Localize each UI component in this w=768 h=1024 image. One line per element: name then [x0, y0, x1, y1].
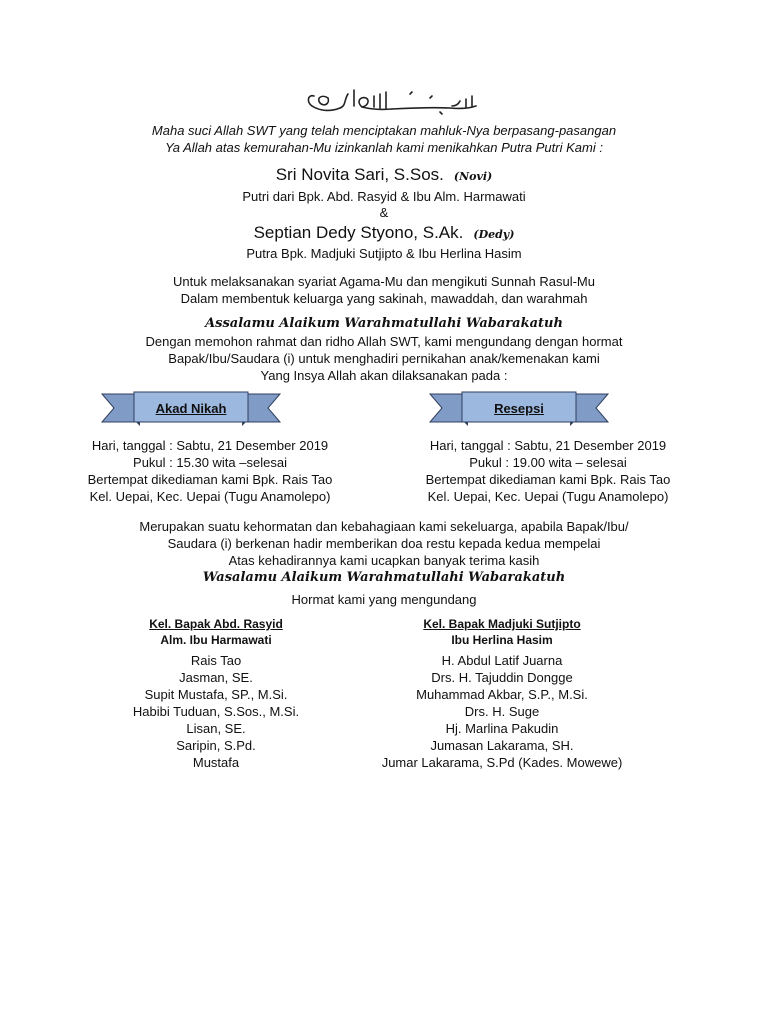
family-right [322, 616, 682, 771]
list-item: Hj. Marlina Pakudin [445, 721, 559, 736]
resepsi-label: Resepsi [494, 401, 544, 416]
groom-parents: Putra Bpk. Madjuki Sutjipto & Ibu Herlina Hasim [246, 246, 522, 261]
closing-line-2: Saudara (i) berkenan hadir memberikan doa restu kepada kedua mempelai [167, 536, 601, 551]
list-item: Habibi Tuduan, S.Sos., M.Si. [132, 704, 300, 719]
list-item: Saripin, S.Pd. [176, 738, 256, 753]
greeting-line-3: Yang Insya Allah akan dilaksanakan pada : [260, 368, 508, 383]
bride-name: Sri Novita Sari, S.Sos. [275, 165, 444, 184]
family-left-head-2: Alm. Ibu Harmawati [160, 633, 272, 647]
ampersand: & [379, 205, 389, 220]
resepsi-address: Kel. Uepai, Kec. Uepai (Tugu Anamolepo) [427, 489, 669, 504]
closing-line-3: Atas kehadirannya kami ucapkan banyak terima kasih [228, 553, 540, 568]
bride-name-row [0, 164, 768, 186]
list-item: Lisan, SE. [186, 721, 246, 736]
list-item: Drs. H. Tajuddin Dongge [431, 670, 573, 685]
list-item: Mustafa [192, 755, 240, 770]
intro-line-1: Maha suci Allah SWT yang telah menciptakan mahluk-Nya berpasang-pasangan [151, 123, 617, 138]
list-item: Jumasan Lakarama, SH. [430, 738, 574, 753]
akad-time: Pukul : 15.30 wita –selesai [133, 455, 287, 470]
greeting-line-1: Dengan memohon rahmat dan ridho Allah SWT, kami mengundang dengan hormat [145, 334, 623, 349]
list-item: Rais Tao [190, 653, 242, 668]
list-item: H. Abdul Latif Juarna [441, 653, 563, 668]
akad-ribbon [100, 390, 282, 430]
resepsi-venue: Bertempat dikediaman kami Bpk. Rais Tao [425, 472, 671, 487]
regards-line: Hormat kami yang mengundang [291, 592, 477, 607]
list-item: Jasman, SE. [179, 670, 253, 685]
resepsi-time: Pukul : 19.00 wita – selesai [469, 455, 627, 470]
akad-venue: Bertempat dikediaman kami Bpk. Rais Tao [87, 472, 333, 487]
groom-name-row [0, 222, 768, 244]
groom-nickname: (Dedy) [473, 228, 515, 241]
akad-address: Kel. Uepai, Kec. Uepai (Tugu Anamolepo) [89, 489, 331, 504]
bride-nickname: (Novi) [453, 170, 493, 183]
closing-salam: Wasalamu Alaikum Warahmatullahi Wabarakatuh [202, 570, 566, 585]
list-item: Drs. H. Suge [464, 704, 540, 719]
list-item: Supit Mustafa, SP., M.Si. [144, 687, 288, 702]
resepsi-details [388, 437, 708, 505]
family-left-head-1: Kel. Bapak Abd. Rasyid [149, 617, 283, 631]
list-item: Muhammad Akbar, S.P., M.Si. [416, 687, 588, 702]
resepsi-ribbon [428, 390, 610, 430]
opening-salam: Assalamu Alaikum Warahmatullahi Wabarakatuh [205, 316, 563, 331]
intro-line-2: Ya Allah atas kemurahan-Mu izinkanlah kami menikahkan Putra Putri Kami : [165, 140, 603, 155]
groom-name: Septian Dedy Styono, S.Ak. [253, 223, 464, 242]
akad-details [50, 437, 370, 505]
greeting-line-2: Bapak/Ibu/Saudara (i) untuk menghadiri pernikahan anak/kemenakan kami [168, 351, 600, 366]
akad-date: Hari, tanggal : Sabtu, 21 Desember 2019 [91, 438, 329, 453]
purpose-line-2: Dalam membentuk keluarga yang sakinah, mawaddah, dan warahmah [180, 291, 588, 306]
purpose-line-1: Untuk melaksanakan syariat Agama-Mu dan mengikuti Sunnah Rasul-Mu [173, 274, 595, 289]
closing-line-1: Merupakan suatu kehormatan dan kebahagiaan kami sekeluarga, apabila Bapak/Ibu/ [139, 519, 629, 534]
list-item: Jumar Lakarama, S.Pd (Kades. Mowewe) [381, 755, 623, 770]
resepsi-date: Hari, tanggal : Sabtu, 21 Desember 2019 [429, 438, 667, 453]
bismillah-calligraphy-icon [300, 84, 480, 118]
family-right-head-1: Kel. Bapak Madjuki Sutjipto [423, 617, 581, 631]
bride-parents: Putri dari Bpk. Abd. Rasyid & Ibu Alm. Harmawati [242, 189, 526, 204]
akad-nikah-label: Akad Nikah [155, 401, 227, 416]
family-right-list [322, 652, 682, 771]
family-right-head-2: Ibu Herlina Hasim [451, 633, 553, 647]
